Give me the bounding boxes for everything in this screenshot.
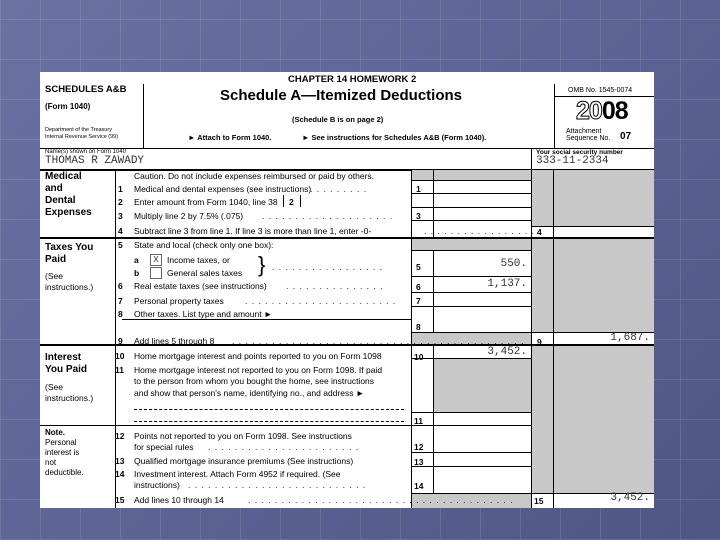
line-number-8: 8 <box>118 309 123 319</box>
line-number-4: 4 <box>118 226 123 236</box>
rule-l1-top <box>411 180 531 181</box>
rule-l11-bottom <box>411 425 531 426</box>
form-title: Schedule A—Itemized Deductions <box>220 87 462 104</box>
line-number-6-box: 6 <box>416 282 421 292</box>
dept-irs: Internal Revenue Service (99) <box>45 134 119 140</box>
line15-label: Add lines 10 through 14 <box>134 495 224 505</box>
medical-heading-3: Dental <box>45 195 76 206</box>
line-number-13: 13 <box>115 456 125 466</box>
line9-leader: . . . . . . . . . . . . . . . . . . . . . . . . . . . . . . . . . . . . . . . . . . . . <box>232 336 525 346</box>
shade-caption-lineno <box>412 170 433 180</box>
tax-year <box>576 99 628 124</box>
medical-heading-2: and <box>45 183 63 194</box>
line-number-5: 5 <box>118 240 123 250</box>
line-number-15-box: 15 <box>534 496 544 506</box>
ssn-divider <box>531 148 532 169</box>
line3-leader: . . . . . . . . . . . . . . . . . . . . <box>262 211 394 221</box>
income-tax-check-mark: X <box>153 255 159 265</box>
line-number-11-box: 11 <box>414 416 423 426</box>
line2-label: Enter amount from Form 1040, line 38 <box>134 197 278 207</box>
income-tax-checkbox[interactable] <box>150 254 162 266</box>
shade-med-amount <box>554 170 654 226</box>
line5a-letter: a <box>134 255 139 265</box>
taxpayer-ssn[interactable]: 333-11-2334 <box>536 155 609 167</box>
ssn-label: Your social security number <box>536 149 623 156</box>
line10-label: Home mortgage interest and points reported to you on Form 1098 <box>134 351 382 361</box>
line14-leader: . . . . . . . . . . . . . . . . . . . . . . . . . . . <box>188 480 367 490</box>
line11-label-3: and show that person's name, identifying no., and address ► <box>134 388 365 398</box>
taxes-see-2: instructions.) <box>45 282 94 292</box>
line-number-5-box: 5 <box>416 262 421 272</box>
sequence-label: Sequence No. <box>566 135 611 142</box>
shade-med-lineno <box>532 170 553 226</box>
sequence-number: 07 <box>620 131 632 142</box>
line13-label: Qualified mortgage insurance premiums (See instructions) <box>134 456 354 466</box>
line-number-4-box: 4 <box>537 227 542 237</box>
line-number-12-box: 12 <box>414 442 424 452</box>
schedule-a-form <box>40 72 654 508</box>
rule-medical-bottom <box>40 237 654 239</box>
attachment-label: Attachment <box>566 128 602 135</box>
note-line-1: Personal <box>45 438 77 447</box>
shade-l5-header <box>412 237 531 250</box>
line9-label: Add lines 5 through 8 <box>134 336 215 346</box>
line12-label-1: Points not reported to you on Form 1098. See instructions <box>134 431 352 441</box>
medical-caution: Caution. Do not include expenses reimbursed or paid by others. <box>134 171 375 181</box>
line-number-12: 12 <box>115 431 125 441</box>
line-number-13-box: 13 <box>414 457 424 467</box>
line5a-label: Income taxes, or <box>167 255 230 265</box>
line11-write-line-1[interactable] <box>134 409 404 410</box>
line8-label: Other taxes. List type and amount ► <box>134 309 273 319</box>
interest-heading-2: You Paid <box>45 364 88 375</box>
line-number-3-box: 3 <box>416 211 421 221</box>
rule-l1-bottom <box>411 193 531 194</box>
line11-label-2: to the person from whom you bought the home, see instructions <box>134 376 375 386</box>
line15-amount[interactable]: 3,452. <box>610 492 650 504</box>
line1-label: Medical and dental expenses (see instructions) <box>134 184 312 194</box>
rule-l8-write-line <box>122 319 411 320</box>
rule-l13-bottom <box>411 466 531 467</box>
attach-instruction: ► Attach to Form 1040. <box>188 133 272 142</box>
line-number-1-box: 1 <box>416 184 421 194</box>
rule-l3-bottom <box>411 220 531 221</box>
line-number-7: 7 <box>118 296 123 306</box>
line-number-1: 1 <box>118 184 123 194</box>
dept-treasury: Department of the Treasury <box>45 127 112 133</box>
line7-label: Personal property taxes <box>134 296 224 306</box>
line14-label-2: instructions) <box>134 480 180 490</box>
line-number-10-box: 10 <box>414 352 424 362</box>
rule-l6-bottom <box>411 292 531 293</box>
line3-label: Multiply line 2 by 7.5% (.075) <box>134 211 244 221</box>
line6-label: Real estate taxes (see instructions) <box>134 281 267 291</box>
line4-label: Subtract line 3 from line 1. If line 3 is more than line 1, enter -0- <box>134 226 372 236</box>
line-number-3: 3 <box>118 211 123 221</box>
shade-caption-amount <box>434 170 531 180</box>
line-number-15: 15 <box>115 495 125 505</box>
rule-l8-bottom <box>411 332 531 333</box>
line5-brace: } <box>258 252 266 277</box>
see-instructions: ► See instructions for Schedules A&B (Form 1040). <box>302 133 487 142</box>
taxes-heading-2: Paid <box>45 254 67 265</box>
line1-leader: . . . . . . . . . <box>310 184 368 194</box>
line-number-8-box: 8 <box>416 322 421 332</box>
shade-taxes-amount <box>554 237 654 332</box>
line6-amount[interactable]: 1,137. <box>487 278 527 290</box>
medical-heading-1: Medical <box>45 171 82 182</box>
line14-label-1: Investment interest. Attach Form 4952 if required. (See <box>134 469 341 479</box>
rule-l11-top <box>411 412 531 413</box>
rule-l3-top <box>411 207 531 208</box>
line2-box-right <box>300 195 301 207</box>
schedules-label: SCHEDULES A&B <box>45 84 127 95</box>
line-number-10: 10 <box>115 351 125 361</box>
shade-int-amount <box>554 344 654 493</box>
rule-note-top <box>40 425 411 426</box>
interest-heading-1: Interest <box>45 352 82 363</box>
note-line-4: deductible. <box>45 468 84 477</box>
shade-taxes-lineno <box>532 237 553 332</box>
taxes-heading-1: Taxes You <box>45 242 94 253</box>
line7-leader: . . . . . . . . . . . . . . . . . . . . . . . <box>245 296 397 306</box>
note-line-2: interest is <box>45 448 80 457</box>
line4-leader: . . . . . . . . . . . . . . . . . <box>424 226 535 236</box>
rule-l4-top <box>531 226 654 227</box>
name-label: Name(s) shown on Form 1040 <box>45 149 127 155</box>
shade-l11-upper <box>434 358 531 412</box>
line2-box-left <box>283 195 284 207</box>
line15-leader: . . . . . . . . . . . . . . . . . . . . . . . . . . . . . . . . . . . . . . . . <box>248 495 514 505</box>
line-number-6: 6 <box>118 281 123 291</box>
omb-number: OMB No. 1545-0074 <box>568 87 633 94</box>
sales-tax-checkbox[interactable] <box>150 267 162 279</box>
rule-l10-bottom <box>411 358 531 359</box>
taxpayer-name[interactable]: THOMAS R ZAWADY <box>45 155 145 167</box>
line5-leader: . . . . . . . . . . . . . . . . . <box>272 262 383 272</box>
line11-label-1: Home mortgage interest not reported to you on Form 1098. If paid <box>134 365 383 375</box>
header-divider-left <box>143 84 144 148</box>
form-subtitle: (Schedule B is on page 2) <box>292 115 384 124</box>
form-number: (Form 1040) <box>45 102 91 111</box>
line-number-14-box: 14 <box>414 481 424 491</box>
line-number-2-box: 2 <box>289 197 294 207</box>
line10-amount[interactable]: 3,452. <box>487 346 527 358</box>
line5b-label: General sales taxes <box>167 268 243 278</box>
rule-l5-bottom <box>411 276 531 277</box>
line12-leader: . . . . . . . . . . . . . . . . . . . . . . . <box>208 442 360 452</box>
note-line-3: not <box>45 458 57 467</box>
taxes-see-1: (See <box>45 271 63 281</box>
header-divider-right <box>554 84 555 148</box>
note-label: Note. <box>45 428 65 437</box>
chapter-title: CHAPTER 14 HOMEWORK 2 <box>288 74 417 85</box>
year-bold: 08 <box>601 97 628 125</box>
line5-amount[interactable]: 550. <box>500 258 527 270</box>
rule-l12-bottom <box>411 452 531 453</box>
line-number-7-box: 7 <box>416 296 421 306</box>
line-number-9-box: 9 <box>537 337 542 347</box>
line5-label: State and local (check only one box): <box>134 240 274 250</box>
year-outline: 20 <box>576 97 602 125</box>
line-number-9: 9 <box>118 336 123 346</box>
line12-label-2: for special rules <box>134 442 194 452</box>
rule-l5-top <box>411 250 531 251</box>
shade-int-lineno <box>532 344 553 493</box>
interest-see-1: (See <box>45 382 63 392</box>
line-number-14: 14 <box>115 469 125 479</box>
rule-l14-bottom <box>411 493 531 494</box>
medical-heading-4: Expenses <box>45 207 92 218</box>
interest-see-2: instructions.) <box>45 393 94 403</box>
line-number-11: 11 <box>115 365 124 375</box>
rule-l7-bottom <box>411 306 531 307</box>
line5b-letter: b <box>134 268 140 278</box>
line11-write-line-2[interactable] <box>134 421 404 422</box>
line6-leader: . . . . . . . . . . . . . . . <box>286 281 384 291</box>
line9-amount[interactable]: 1,687. <box>610 332 650 344</box>
line-number-2: 2 <box>118 197 123 207</box>
